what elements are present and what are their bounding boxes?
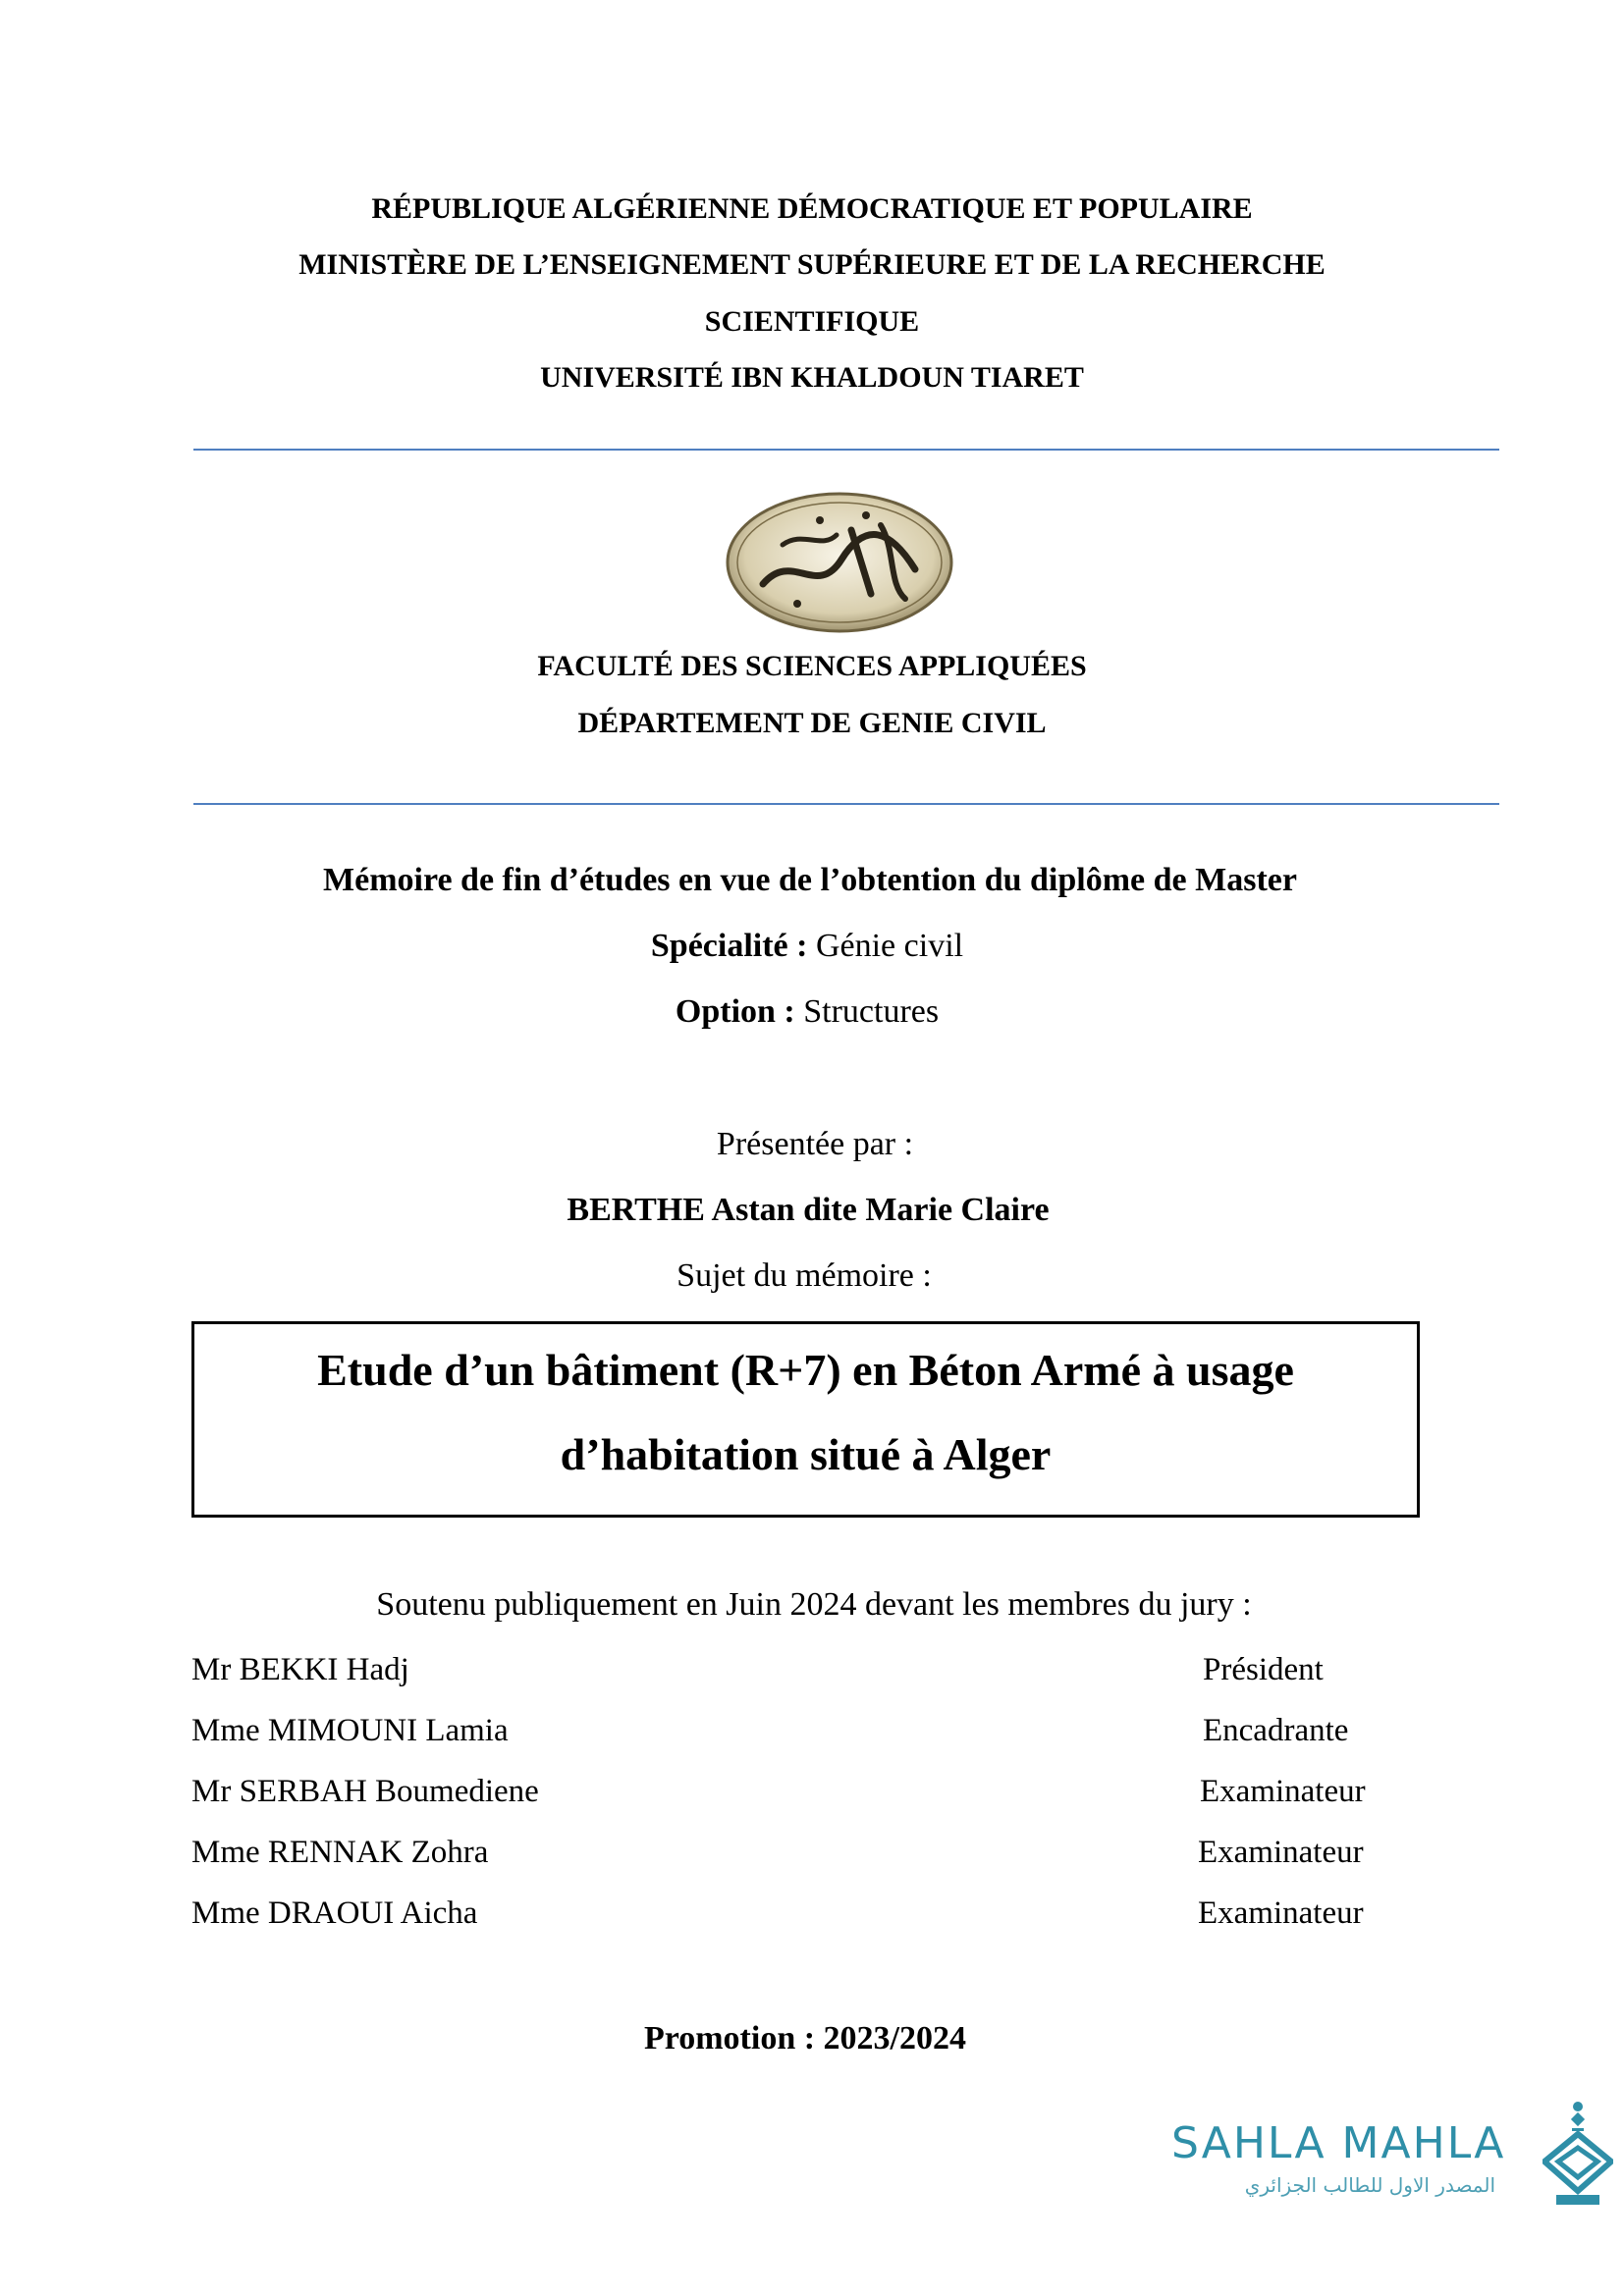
memoire-intro: Mémoire de fin d’études en vue de l’obtention du diplôme de Master	[323, 862, 1297, 898]
author-name: BERTHE Astan dite Marie Claire	[567, 1192, 1050, 1228]
header-line-4: UNIVERSITÉ IBN KHALDOUN TIARET	[540, 361, 1084, 394]
jury-row	[0, 1713, 1624, 1756]
jury-member-role: Examinateur	[1200, 1774, 1366, 1809]
option-line	[0, 993, 1619, 1031]
speciality-label: Spécialité :	[650, 928, 808, 964]
thesis-title-box	[191, 1321, 1420, 1518]
department-name: DÉPARTEMENT DE GENIE CIVIL	[577, 707, 1047, 739]
subject-label: Sujet du mémoire :	[677, 1257, 932, 1294]
jury-member-name: Mme MIMOUNI Lamia	[191, 1713, 509, 1748]
jury-row	[0, 1652, 1624, 1695]
header-line-2: MINISTÈRE DE L’ENSEIGNEMENT SUPÉRIEURE ET DE LA RECHERCHE	[298, 248, 1326, 281]
jury-member-role: Président	[1203, 1652, 1324, 1687]
presented-by-label: Présentée par :	[716, 1126, 914, 1162]
thesis-title-line-1: Etude d’un bâtiment (R+7) en Béton Armé à usage	[317, 1345, 1294, 1395]
jury-member-role: Encadrante	[1203, 1713, 1349, 1748]
jury-member-name: Mr SERBAH Boumediene	[191, 1774, 539, 1809]
header-line-1: RÉPUBLIQUE ALGÉRIENNE DÉMOCRATIQUE ET POPULAIRE	[371, 192, 1253, 225]
bottom-divider	[193, 803, 1499, 805]
thesis-title-line-2: d’habitation situé à Alger	[560, 1429, 1052, 1479]
watermark-brand: SAHLA MAHLA	[1171, 2118, 1506, 2168]
option-label: Option :	[675, 993, 795, 1030]
sahla-mahla-logo-icon	[1543, 2101, 1613, 2209]
jury-member-name: Mme RENNAK Zohra	[191, 1835, 489, 1870]
university-seal-icon	[724, 491, 955, 634]
jury-row	[0, 1835, 1624, 1878]
jury-member-name: Mr BEKKI Hadj	[191, 1652, 409, 1687]
jury-member-role: Examinateur	[1198, 1896, 1364, 1931]
jury-row	[0, 1896, 1624, 1939]
jury-member-name: Mme DRAOUI Aicha	[191, 1896, 478, 1931]
jury-member-role: Examinateur	[1198, 1835, 1364, 1870]
promotion: Promotion : 2023/2024	[643, 2020, 966, 2056]
speciality-line	[0, 928, 1619, 965]
jury-intro: Soutenu publiquement en Juin 2024 devant les membres du jury :	[376, 1586, 1252, 1623]
faculty-name: FACULTÉ DES SCIENCES APPLIQUÉES	[537, 650, 1087, 682]
header-line-3: SCIENTIFIQUE	[704, 305, 920, 338]
jury-row	[0, 1774, 1624, 1817]
option-value: Structures	[803, 993, 940, 1030]
watermark-tagline: المصدر الاول للطالب الجزائري	[1244, 2173, 1495, 2197]
top-divider	[193, 449, 1499, 451]
sahla-mahla-watermark	[1171, 2101, 1618, 2209]
speciality-value: Génie civil	[815, 928, 964, 964]
